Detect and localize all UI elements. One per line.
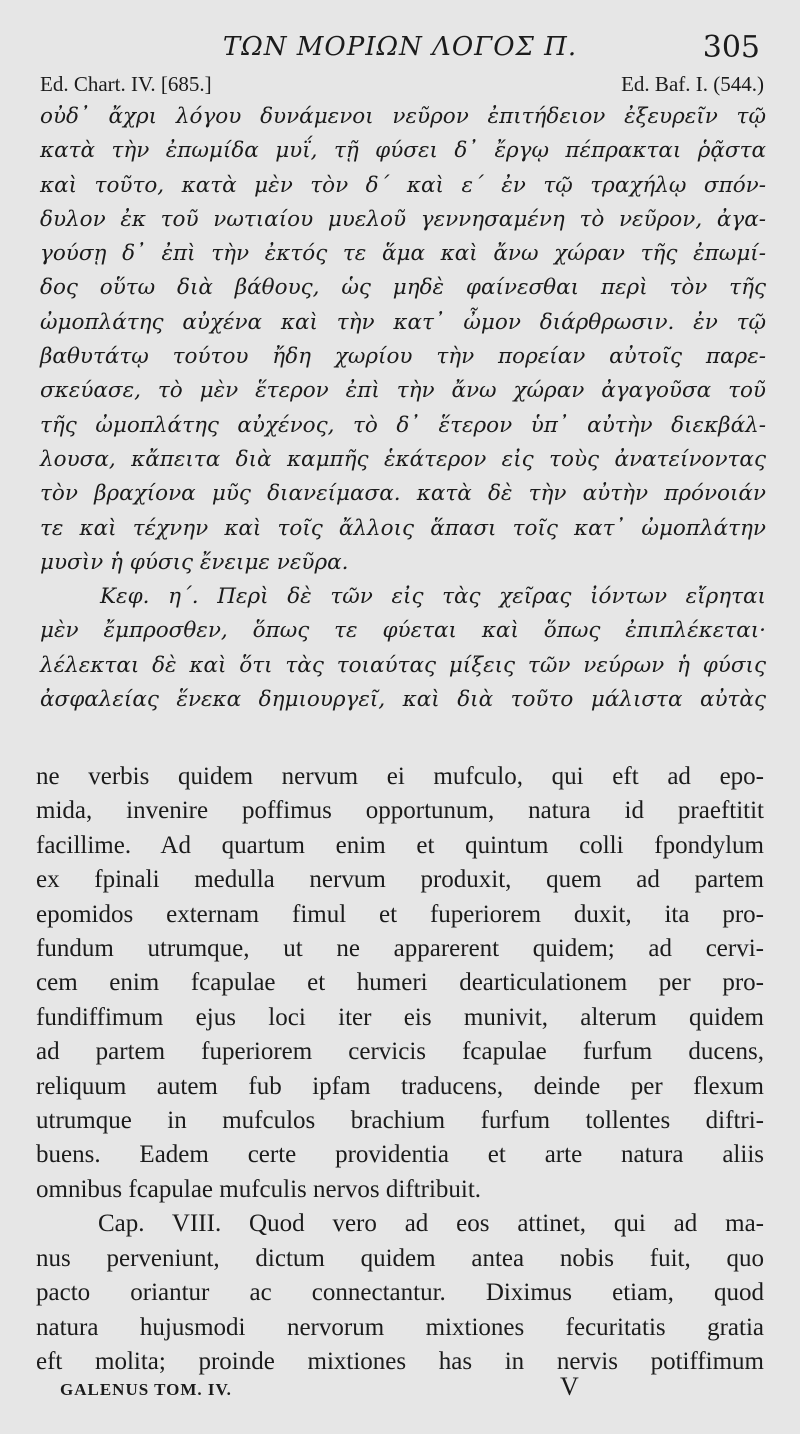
latin-line: omnibus fcapulae mufculis nervos diftribuit. xyxy=(36,1175,482,1203)
latin-line: ad partem fuperiorem cervicis fcapulae furfum ducens, xyxy=(36,1038,764,1066)
latin-chapter-heading-line: Cap. VIII. Quod vero ad eos attinet, qui ad ma- xyxy=(98,1210,764,1238)
edition-references xyxy=(40,72,764,100)
running-head xyxy=(0,30,800,70)
greek-line: τε καὶ τέχνην καὶ τοῖς ἄλλοις ἅπασι τοῖς κατ᾽ ὠμοπλάτην xyxy=(40,515,766,541)
page-footer xyxy=(60,1372,740,1408)
greek-text-block xyxy=(40,100,766,717)
signature-mark: V xyxy=(560,1372,579,1401)
greek-line: οὐδ᾽ ἄχρι λόγου δυνάμενοι νεῦρον ἐπιτήδειον ἐξευρεῖν τῷ xyxy=(40,104,766,129)
latin-line: ne verbis quidem nervum ei mufculo, qui eft ad epo- xyxy=(36,763,764,790)
latin-line: pacto oriantur ac connectantur. Diximus etiam, quod xyxy=(36,1279,764,1307)
greek-line: λέλεκται δὲ καὶ ὅτι τὰς τοιαύτας μίξεις τῶν νεύρων ἡ φύσις xyxy=(40,652,766,678)
running-title: ΤΩΝ ΜΟΡΙΩΝ ΛΟΓΟΣ Π. xyxy=(222,32,578,62)
edition-chartier: Ed. Chart. IV. [685.] xyxy=(40,72,212,96)
greek-line: δος οὕτω διὰ βάθους, ὡς μηδὲ φαίνεσθαι περὶ τὸν τῆς xyxy=(40,275,766,301)
latin-line: fundiffimum ejus loci iter eis munivit, alterum quidem xyxy=(36,1003,764,1031)
page-number: 305 xyxy=(702,30,760,65)
latin-line: epomidos externam fimul et fuperiorem duxit, ita pro- xyxy=(36,900,764,928)
latin-text-block xyxy=(36,760,764,1379)
latin-line: ex fpinali medulla nervum produxit, quem ad partem xyxy=(36,866,764,894)
latin-line: buens. Eadem certe providentia et arte natura aliis xyxy=(36,1141,764,1169)
latin-line: eft molita; proinde mixtiones has in nervis potiffimum xyxy=(36,1347,764,1375)
greek-line: ὠμοπλάτης αὐχένα καὶ τὴν κατ᾽ ὦμον διάρθρωσιν. ἐν τῷ xyxy=(40,309,766,335)
greek-line: μυσὶν ἡ φύσις ἔνειμε νεῦρα. xyxy=(40,549,349,575)
greek-chapter-heading-line: Κεφ. η´. Περὶ δὲ τῶν εἰς τὰς χεῖρας ἰόντων εἴρηται xyxy=(100,584,766,610)
greek-line: μὲν ἔμπροσθεν, ὅπως τε φύεται καὶ ὅπως ἐπιπλέκεται· xyxy=(40,618,766,644)
greek-line: κατὰ τὴν ἐπωμίδα μυΐ, τῇ φύσει δ᾽ ἔργῳ πέπρακται ῥᾷστα xyxy=(40,138,766,164)
signature-line: GALENUS TOM. IV. xyxy=(60,1380,232,1399)
latin-line: facillime. Ad quartum enim et quintum colli fpondylum xyxy=(36,831,764,859)
greek-line: καὶ τοῦτο, κατὰ μὲν τὸν δ´ καὶ ε´ ἐν τῷ τραχήλῳ σπόν- xyxy=(40,172,766,198)
greek-line: λουσα, κἄπειτα διὰ καμπῆς ἑκάτερον εἰς τοὺς ἀνατείνοντας xyxy=(40,446,766,472)
latin-line: fundum utrumque, ut ne apparerent quidem; ad cervi- xyxy=(36,935,764,963)
greek-line: βαθυτάτῳ τούτου ἤδη χωρίου τὴν πορείαν αὐτοῖς παρε- xyxy=(40,344,766,370)
greek-line: σκεύασε, τὸ μὲν ἕτερον ἐπὶ τὴν ἄνω χώραν ἀγαγοῦσα τοῦ xyxy=(40,378,766,404)
latin-line: utrumque in mufculos brachium furfum tollentes diftri- xyxy=(36,1107,764,1135)
latin-line: natura hujusmodi nervorum mixtiones fecuritatis gratia xyxy=(36,1313,764,1341)
greek-line: τὸν βραχίονα μῦς διανείμασα. κατὰ δὲ τὴν αὐτὴν πρόνοιάν xyxy=(40,481,766,507)
latin-line: mida, invenire poffimus opportunum, natura id praeftitit xyxy=(36,797,764,825)
latin-line: nus perveniunt, dictum quidem antea nobis fuit, quo xyxy=(36,1244,764,1272)
greek-line: δυλον ἐκ τοῦ νωτιαίου μυελοῦ γεννησαμένη τὸ νεῦρον, ἀγα- xyxy=(40,206,766,232)
greek-line: τῆς ὠμοπλάτης αὐχένος, τὸ δ᾽ ἕτερον ὑπ᾽ αὐτὴν διεκβάλ- xyxy=(40,412,766,438)
latin-line: cem enim fcapulae et humeri dearticulationem per pro- xyxy=(36,969,764,997)
latin-line: reliquum autem fub ipfam traducens, deinde per flexum xyxy=(36,1072,764,1100)
greek-line: γούσῃ δ᾽ ἐπὶ τὴν ἐκτός τε ἅμα καὶ ἄνω χώραν τῆς ἐπωμί- xyxy=(40,241,766,267)
greek-line: ἀσφαλείας ἕνεκα δημιουργεῖ, καὶ διὰ τοῦτο μάλιστα αὐτὰς xyxy=(40,687,766,713)
edition-basel: Ed. Baf. I. (544.) xyxy=(621,72,764,96)
